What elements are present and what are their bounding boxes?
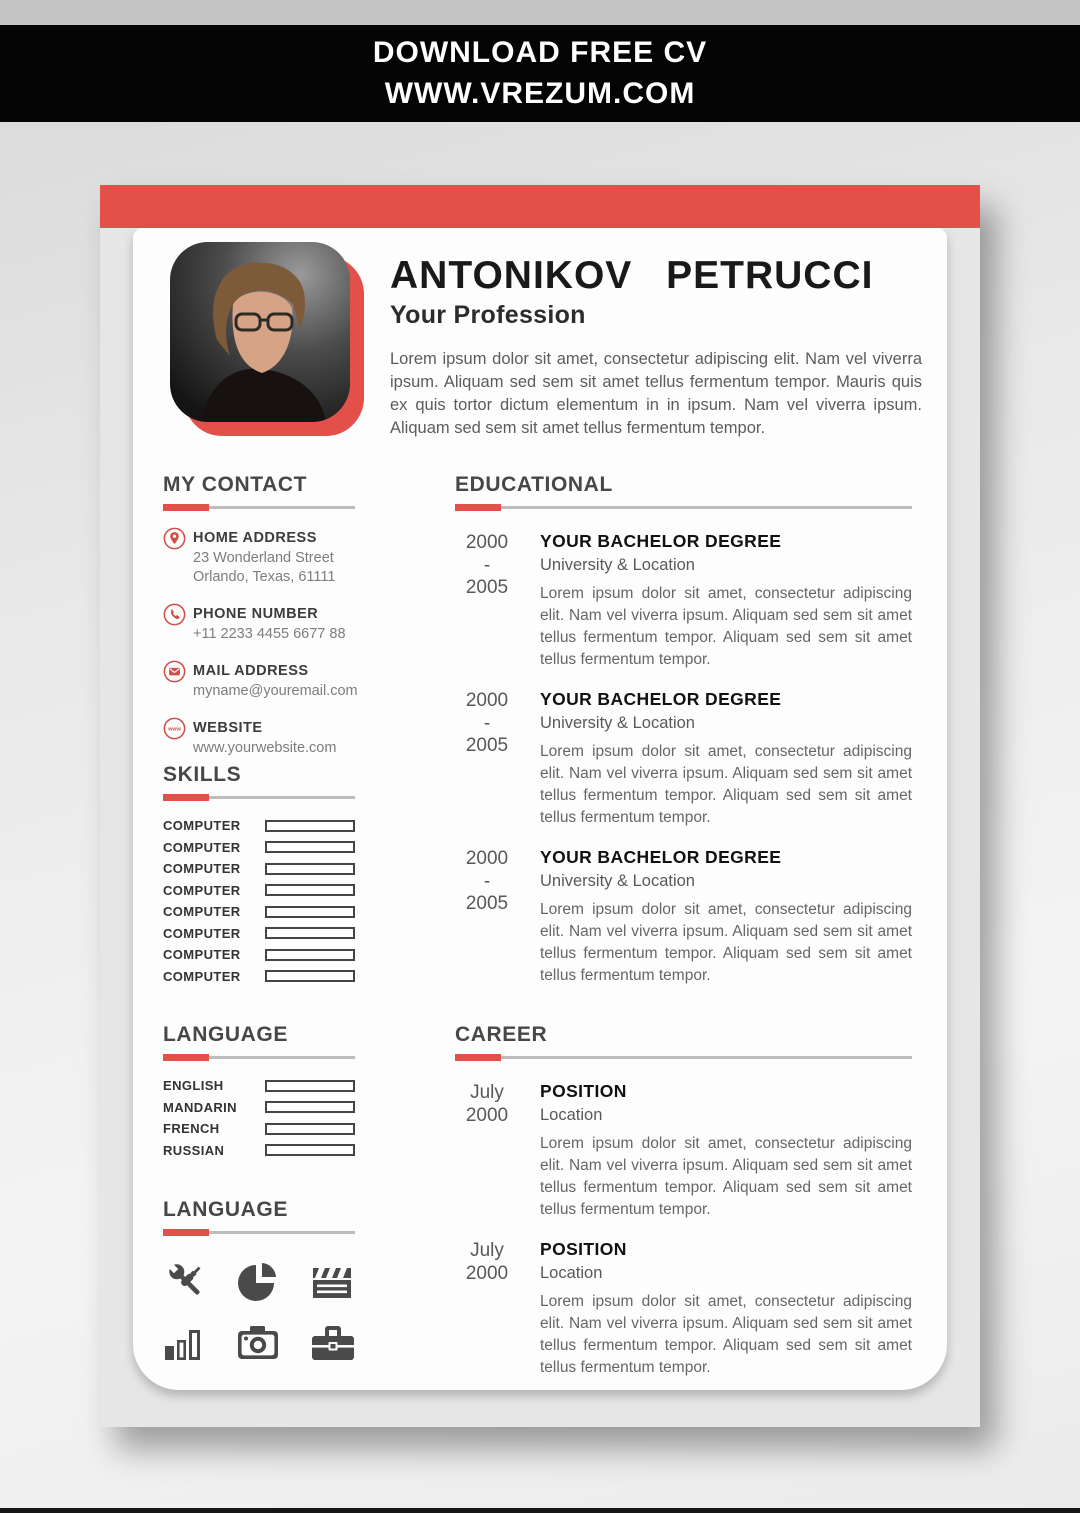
language-bar [265,1101,355,1113]
degree-school: University & Location [540,714,695,732]
career-entry [455,1081,912,1221]
skills-title: SKILLS [163,763,242,786]
career-date: July 2000 [465,1240,509,1284]
language-row [163,1075,355,1097]
career-date: July 2000 [465,1082,509,1126]
language-title: LANGUAGE [163,1023,288,1046]
career-section [455,1023,912,1379]
profession: Your Profession [390,301,586,329]
education-entry [455,531,912,671]
language-row [163,1118,355,1140]
language-bar [265,1123,355,1135]
position-title: POSITION [540,1081,627,1101]
skills-section [163,763,355,987]
section-rule [455,504,912,511]
profile-photo [170,242,350,422]
language2-section [163,1198,355,1362]
education-title: EDUCATIONAL [455,473,613,496]
contact-value: 23 Wonderland Street [193,550,334,566]
contact-label: HOME ADDRESS [193,530,317,546]
degree-title: YOUR BACHELOR DEGREE [540,531,782,551]
skill-row [163,923,355,945]
briefcase-icon [310,1324,356,1362]
position-title: POSITION [540,1239,627,1259]
skill-label: COMPUTER [163,839,241,855]
education-section [455,473,912,987]
degree-title: YOUR BACHELOR DEGREE [540,847,782,867]
pie-chart-icon [235,1258,281,1304]
education-years: 2000 - 2005 [465,690,509,756]
language2-title: LANGUAGE [163,1198,288,1221]
banner-url: WWW.VREZUM.COM [384,77,696,110]
download-banner [0,25,1080,122]
top-gray-strip [0,0,1080,25]
skill-label: COMPUTER [163,904,241,920]
language-bar [265,1144,355,1156]
tools-icon [163,1258,209,1304]
skill-row [163,901,355,923]
contact-item-website [163,717,355,758]
degree-description: Lorem ipsum dolor sit amet, consectetur adipiscing elit. Nam vel viverra ipsum. Aliquam sed sem sit amet tellus fermentum tempor. Aliquam sed sem sit amet tellus fermentum tempor. [540,585,912,668]
language-label: RUSSIAN [163,1142,225,1158]
section-rule [163,504,355,511]
contact-item-phone [163,603,355,644]
language-section [163,1023,355,1161]
skill-label: COMPUTER [163,861,241,877]
education-entry [455,847,912,987]
skill-label: COMPUTER [163,818,241,834]
skill-label: COMPUTER [163,947,241,963]
profile-photo-block [170,242,364,436]
skill-bar [265,863,355,875]
skill-bar [265,949,355,961]
degree-description: Lorem ipsum dolor sit amet, consectetur adipiscing elit. Nam vel viverra ipsum. Aliquam sed sem sit amet tellus fermentum tempor. Aliquam sed sem sit amet tellus fermentum tempor. [540,901,912,984]
position-description: Lorem ipsum dolor sit amet, consectetur adipiscing elit. Nam vel viverra ipsum. Aliquam sed sem sit amet tellus fermentum tempor. Aliquam sed sem sit amet tellus fermentum tempor. [540,1135,912,1218]
skill-row [163,880,355,902]
language-label: MANDARIN [163,1099,237,1115]
education-entry [455,689,912,829]
language-bar [265,1080,355,1092]
section-rule [163,1229,355,1236]
language-row [163,1097,355,1119]
skill-row [163,837,355,859]
language-label: ENGLISH [163,1078,224,1094]
section-rule [163,794,355,801]
section-rule [163,1054,355,1061]
skill-label: COMPUTER [163,968,241,984]
language-row [163,1140,355,1162]
skill-label: COMPUTER [163,925,241,941]
skill-row [163,944,355,966]
contact-label: MAIL ADDRESS [193,663,309,679]
section-rule [455,1054,912,1061]
contact-item-mail [163,660,358,701]
svg-text:www: www [168,726,181,733]
skill-bar [265,820,355,832]
clapperboard-icon [310,1262,354,1304]
contact-value: www.yourwebsite.com [193,740,337,756]
contact-label: WEBSITE [193,720,263,736]
camera-icon [235,1324,281,1362]
skill-label: COMPUTER [163,882,241,898]
website-icon [163,717,186,740]
phone-icon [163,603,186,626]
contact-label: PHONE NUMBER [193,606,319,622]
contact-item-address [163,527,355,587]
skill-bar [265,927,355,939]
contact-value: Orlando, Texas, 61111 [193,569,336,585]
education-years: 2000 - 2005 [465,848,509,914]
contact-value: +11 2233 4455 6677 88 [193,626,346,642]
position-location: Location [540,1106,603,1124]
skill-row [163,966,355,988]
header-accent-bar [100,185,980,228]
mail-icon [163,660,186,683]
education-years: 2000 - 2005 [465,532,509,598]
contact-value: myname@youremail.com [193,683,358,699]
skill-row [163,858,355,880]
language-label: FRENCH [163,1121,220,1137]
career-title: CAREER [455,1023,548,1046]
skill-bar [265,970,355,982]
person-name: ANTONIKOV PETRUCCI [390,254,874,297]
bottom-black-line [0,1508,1080,1513]
position-location: Location [540,1264,603,1282]
degree-title: YOUR BACHELOR DEGREE [540,689,782,709]
skill-bar [265,906,355,918]
degree-description: Lorem ipsum dolor sit amet, consectetur adipiscing elit. Nam vel viverra ipsum. Aliquam sed sem sit amet tellus fermentum tempor. Aliquam sed sem sit amet tellus fermentum tempor. [540,743,912,826]
position-description: Lorem ipsum dolor sit amet, consectetur adipiscing elit. Nam vel viverra ipsum. Aliquam sed sem sit amet tellus fermentum tempor. Aliquam sed sem sit amet tellus fermentum tempor. [540,1293,912,1376]
banner-line1: DOWNLOAD FREE CV [372,36,708,69]
bar-chart-icon [163,1322,203,1362]
cv-page [133,228,947,1390]
skill-row [163,815,355,837]
skill-bar [265,884,355,896]
career-entry [455,1239,912,1379]
skill-bar [265,841,355,853]
location-pin-icon [163,527,186,550]
intro-text: Lorem ipsum dolor sit amet, consectetur adipiscing elit. Nam vel viverra ipsum. Aliquam sed sem sit amet tellus fermentum tempor. Mauris quis ex quis tortor dictum elementum in in ipsum. Nam vel viverra ipsum. Aliquam sed sem sit amet tellus fermentum tempor. [390,350,922,437]
contact-title: MY CONTACT [163,473,308,496]
degree-school: University & Location [540,556,695,574]
contact-section [163,473,358,758]
degree-school: University & Location [540,872,695,890]
cv-sheet [100,185,980,1427]
